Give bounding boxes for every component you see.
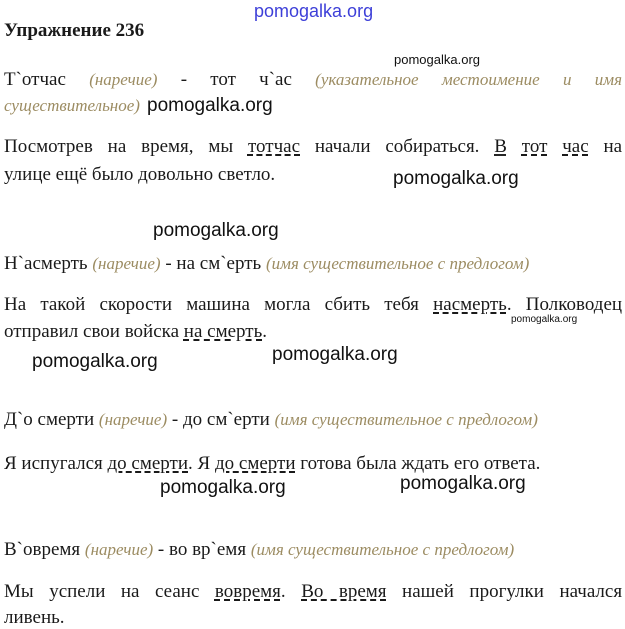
word: Т`отчас — [4, 69, 66, 90]
watermark: pomogalka.org — [394, 52, 480, 67]
part-of-speech-note: местоимение — [441, 70, 540, 89]
word: В`овремя — [4, 539, 81, 560]
exercise-title: Упражнение 236 — [4, 20, 145, 41]
example-1-line-2: улице ещё было довольно светло. — [4, 164, 276, 185]
underlined-word: до смерти — [214, 453, 296, 474]
part-of-speech-note: (имя существительное с предлогом) — [274, 410, 538, 429]
part-of-speech-note: (наречие) — [92, 254, 161, 273]
example-4-line-2: ливень. — [4, 607, 65, 628]
word: - во вр`емя — [157, 539, 247, 560]
part-of-speech-note: (наречие) — [89, 70, 158, 89]
watermark: pomogalka.org — [272, 344, 398, 365]
watermark: pomogalka.org — [511, 314, 578, 325]
example-2-line-1: На такой скорости машина могла сбить тебя насмерть. Полководец — [4, 294, 623, 315]
watermark: pomogalka.org — [32, 351, 158, 372]
word: - до см`ерти — [171, 409, 270, 430]
part-of-speech-note: (имя существительное с предлогом) — [250, 540, 515, 559]
example-2-line-2: отправил свои войска на смерть. — [4, 321, 268, 342]
word: Н`асмерть — [4, 253, 88, 274]
dash: - — [180, 69, 188, 90]
word-pair-4 — [4, 539, 514, 561]
word: - на см`ерть — [165, 253, 262, 274]
example-3: Я испугался до смерти. Я до смерти готова была ждать его ответа. — [4, 453, 541, 474]
underlined-word: Во время — [301, 581, 387, 602]
underlined-word: тотчас — [247, 136, 301, 157]
underlined-word: час — [562, 136, 589, 157]
part-of-speech-note: (наречие) — [84, 540, 154, 559]
watermark: pomogalka.org — [400, 473, 526, 494]
part-of-speech-note: (наречие) — [98, 410, 168, 429]
word: Д`о смерти — [4, 409, 95, 430]
watermark: pomogalka.org — [160, 477, 286, 498]
example-4-line-1: Мы успели на сеанс вовремя. Во время нашей прогулки начался — [4, 581, 623, 602]
underlined-word: В — [494, 136, 507, 157]
underlined-word: до смерти — [107, 453, 189, 474]
word: тот — [210, 69, 236, 90]
part-of-speech-note: существительное) — [4, 96, 140, 115]
part-of-speech-note: и — [562, 70, 572, 89]
underlined-word: тот — [521, 136, 548, 157]
word-pair-1 — [4, 69, 622, 91]
underlined-word: насмерть — [433, 294, 507, 315]
word-pair-2 — [4, 253, 529, 275]
word-pair-3 — [4, 409, 538, 431]
watermark: pomogalka.org — [147, 95, 273, 116]
watermark: pomogalka.org — [393, 168, 519, 189]
word-pair-1-cont — [4, 95, 140, 117]
part-of-speech-note: (имя существительное с предлогом) — [265, 254, 530, 273]
watermark: pomogalka.org — [153, 220, 279, 241]
underlined-word: на смерть — [183, 321, 263, 342]
word: ч`ас — [259, 69, 292, 90]
watermark-top: pomogalka.org — [254, 1, 374, 21]
example-1-line-1: Посмотрев на время, мы тотчас начали собираться. В тот час на — [4, 136, 623, 157]
part-of-speech-note: имя — [594, 70, 623, 89]
part-of-speech-note: (указательное — [315, 70, 419, 89]
underlined-word: вовремя — [214, 581, 281, 602]
